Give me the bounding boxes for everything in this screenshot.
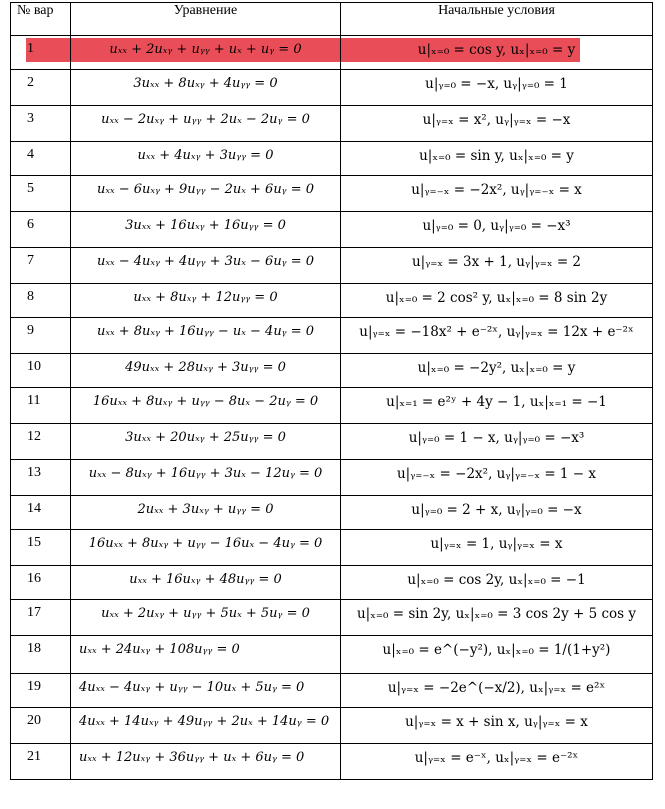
table-row xyxy=(11,566,653,600)
initial-conditions-cell: u|ᵧ₌ₓ = −2e^(−x/2), uₓ|ᵧ₌ₓ = e²ˣ xyxy=(341,674,653,708)
table-row xyxy=(11,354,653,388)
equation-cell: uₓₓ − 8uₓᵧ + 16uᵧᵧ + 3uₓ − 12uᵧ = 0 xyxy=(71,460,341,496)
table-row xyxy=(11,708,653,744)
equation-cell: 4uₓₓ − 4uₓᵧ + uᵧᵧ − 10uₓ + 5uᵧ = 0 xyxy=(71,674,341,708)
table-row xyxy=(11,674,653,708)
equation-cell: 2uₓₓ + 3uₓᵧ + uᵧᵧ = 0 xyxy=(71,496,341,530)
table-row xyxy=(11,636,653,674)
variant-number: 4 xyxy=(11,142,71,176)
initial-conditions-cell: u|ₓ₌₁ = e²ʸ + 4y − 1, uₓ|ₓ₌₁ = −1 xyxy=(341,388,653,424)
variant-number: 21 xyxy=(11,744,71,780)
equation-cell: uₓₓ + 8uₓᵧ + 16uᵧᵧ − uₓ − 4uᵧ = 0 xyxy=(71,318,341,354)
initial-conditions-cell: u|ₓ₌₀ = sin y, uₓ|ₓ₌₀ = y xyxy=(341,142,653,176)
variant-number: 5 xyxy=(11,176,71,212)
equation-cell: uₓₓ + 2uₓᵧ + uᵧᵧ + 5uₓ + 5uᵧ = 0 xyxy=(71,600,341,636)
table-row xyxy=(11,496,653,530)
variant-number: 18 xyxy=(11,636,71,674)
table-row xyxy=(11,460,653,496)
initial-conditions-cell: u|ᵧ₌ₓ = x², uᵧ|ᵧ₌ₓ = −x xyxy=(341,106,653,142)
variant-number: 19 xyxy=(11,674,71,708)
equation-cell: uₓₓ + 24uₓᵧ + 108uᵧᵧ = 0 xyxy=(71,636,341,674)
variant-number: 3 xyxy=(11,106,71,142)
equation-cell: 3uₓₓ + 20uₓᵧ + 25uᵧᵧ = 0 xyxy=(71,424,341,460)
table-row xyxy=(11,600,653,636)
equation-cell: uₓₓ + 16uₓᵧ + 48uᵧᵧ = 0 xyxy=(71,566,341,600)
initial-conditions-cell: u|ₓ₌₀ = sin 2y, uₓ|ₓ₌₀ = 3 cos 2y + 5 cos y xyxy=(341,600,653,636)
initial-conditions-cell: u|ₓ₌₀ = 2 cos² y, uₓ|ₓ₌₀ = 8 sin 2y xyxy=(341,284,653,318)
variant-number: 15 xyxy=(11,530,71,566)
variant-number: 10 xyxy=(11,354,71,388)
equation-cell: 4uₓₓ + 14uₓᵧ + 49uᵧᵧ + 2uₓ + 14uᵧ = 0 xyxy=(71,708,341,744)
initial-conditions-cell: u|ᵧ₌ₓ = −18x² + e⁻²ˣ, uᵧ|ᵧ₌ₓ = 12x + e⁻²ˣ xyxy=(341,318,653,354)
equation-cell: 3uₓₓ + 16uₓᵧ + 16uᵧᵧ = 0 xyxy=(71,212,341,248)
equation-cell: uₓₓ + 4uₓᵧ + 3uᵧᵧ = 0 xyxy=(71,142,341,176)
table-body xyxy=(11,36,653,780)
table-row xyxy=(11,530,653,566)
variants-table xyxy=(10,2,653,780)
initial-conditions-cell: u|ᵧ₌ₓ = e⁻ˣ, uₓ|ᵧ₌ₓ = e⁻²ˣ xyxy=(341,744,653,780)
initial-conditions-cell: u|ᵧ₌₀ = 0, uᵧ|ᵧ₌₀ = −x³ xyxy=(341,212,653,248)
initial-conditions-cell: u|ₓ₌₀ = cos 2y, uₓ|ₓ₌₀ = −1 xyxy=(341,566,653,600)
variant-number: 20 xyxy=(11,708,71,744)
table-row xyxy=(11,70,653,106)
table-row xyxy=(11,36,653,70)
variant-number: 9 xyxy=(11,318,71,354)
table-row xyxy=(11,284,653,318)
header-variant-number: № вар xyxy=(11,3,71,36)
equation-cell: 49uₓₓ + 28uₓᵧ + 3uᵧᵧ = 0 xyxy=(71,354,341,388)
equation-cell: uₓₓ + 2uₓᵧ + uᵧᵧ + uₓ + uᵧ = 0 xyxy=(71,36,341,70)
variant-number: 2 xyxy=(11,70,71,106)
table-row xyxy=(11,248,653,284)
initial-conditions-cell: u|ₓ₌₀ = e^(−y²), uₓ|ₓ₌₀ = 1/(1+y²) xyxy=(341,636,653,674)
table-row xyxy=(11,106,653,142)
table-row xyxy=(11,318,653,354)
table-row xyxy=(11,142,653,176)
initial-conditions-cell: u|ᵧ₌ₓ = x + sin x, uᵧ|ᵧ₌ₓ = x xyxy=(341,708,653,744)
variant-number: 8 xyxy=(11,284,71,318)
variant-number: 13 xyxy=(11,460,71,496)
table-row xyxy=(11,212,653,248)
variant-number: 12 xyxy=(11,424,71,460)
equation-cell: uₓₓ − 2uₓᵧ + uᵧᵧ + 2uₓ − 2uᵧ = 0 xyxy=(71,106,341,142)
equation-cell: uₓₓ − 6uₓᵧ + 9uᵧᵧ − 2uₓ + 6uᵧ = 0 xyxy=(71,176,341,212)
variant-number: 6 xyxy=(11,212,71,248)
initial-conditions-cell: u|ₓ₌₀ = cos y, uₓ|ₓ₌₀ = y xyxy=(341,36,653,70)
variant-number: 17 xyxy=(11,600,71,636)
table-header-row xyxy=(11,3,653,36)
equation-cell: 16uₓₓ + 8uₓᵧ + uᵧᵧ − 8uₓ − 2uᵧ = 0 xyxy=(71,388,341,424)
header-initial-conditions: Начальные условия xyxy=(341,3,653,36)
equation-cell: uₓₓ + 12uₓᵧ + 36uᵧᵧ + uₓ + 6uᵧ = 0 xyxy=(71,744,341,780)
header-equation: Уравнение xyxy=(71,3,341,36)
equation-cell: uₓₓ − 4uₓᵧ + 4uᵧᵧ + 3uₓ − 6uᵧ = 0 xyxy=(71,248,341,284)
initial-conditions-cell: u|ᵧ₌₀ = −x, uᵧ|ᵧ₌₀ = 1 xyxy=(341,70,653,106)
table-row xyxy=(11,424,653,460)
initial-conditions-cell: u|ᵧ₌₀ = 2 + x, uᵧ|ᵧ₌₀ = −x xyxy=(341,496,653,530)
table-row xyxy=(11,744,653,780)
initial-conditions-cell: u|ₓ₌₀ = −2y², uₓ|ₓ₌₀ = y xyxy=(341,354,653,388)
initial-conditions-cell: u|ᵧ₌₋ₓ = −2x², uᵧ|ᵧ₌₋ₓ = x xyxy=(341,176,653,212)
variant-number: 7 xyxy=(11,248,71,284)
equation-cell: 3uₓₓ + 8uₓᵧ + 4uᵧᵧ = 0 xyxy=(71,70,341,106)
initial-conditions-cell: u|ᵧ₌ₓ = 3x + 1, uᵧ|ᵧ₌ₓ = 2 xyxy=(341,248,653,284)
initial-conditions-cell: u|ᵧ₌₋ₓ = −2x², uᵧ|ᵧ₌₋ₓ = 1 − x xyxy=(341,460,653,496)
variant-number: 14 xyxy=(11,496,71,530)
equation-cell: 16uₓₓ + 8uₓᵧ + uᵧᵧ − 16uₓ − 4uᵧ = 0 xyxy=(71,530,341,566)
table-row xyxy=(11,388,653,424)
variant-number: 11 xyxy=(11,388,71,424)
variant-number: 16 xyxy=(11,566,71,600)
initial-conditions-cell: u|ᵧ₌ₓ = 1, uᵧ|ᵧ₌ₓ = x xyxy=(341,530,653,566)
variant-number: 1 xyxy=(11,36,71,70)
equation-cell: uₓₓ + 8uₓᵧ + 12uᵧᵧ = 0 xyxy=(71,284,341,318)
table-row xyxy=(11,176,653,212)
initial-conditions-cell: u|ᵧ₌₀ = 1 − x, uᵧ|ᵧ₌₀ = −x³ xyxy=(341,424,653,460)
